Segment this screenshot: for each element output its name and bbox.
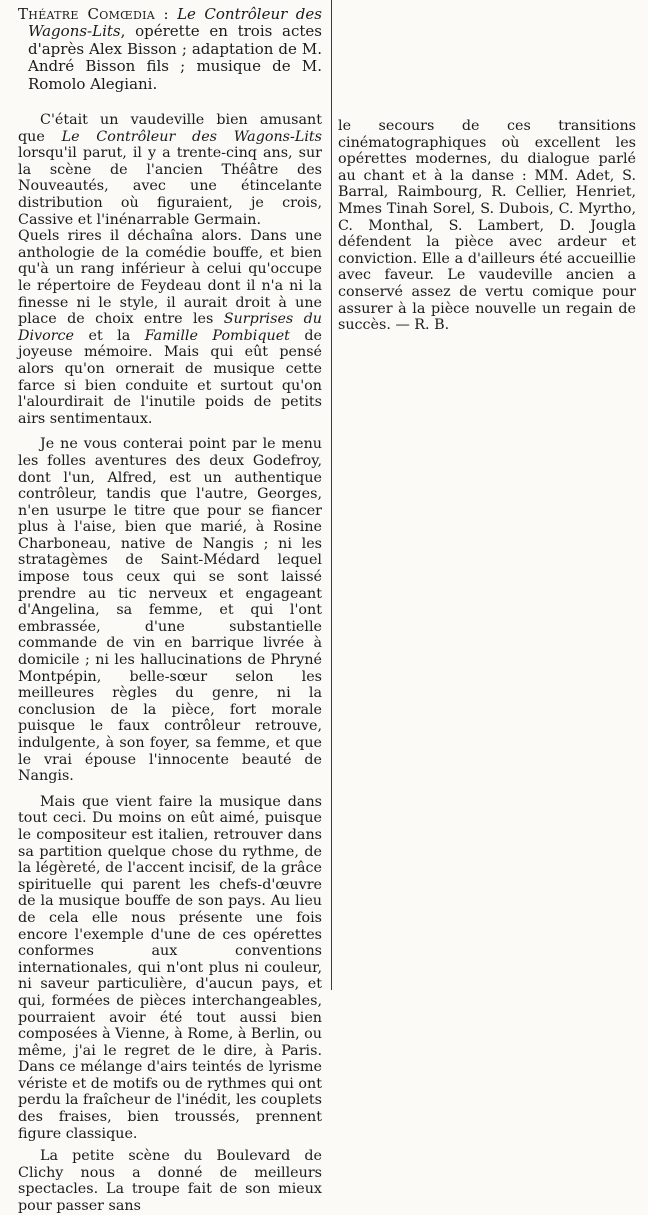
- paragraph-1: C'était un vaudeville bien amusant que Le Contrôleur des Wagons-Lits lorsqu'il parut, il y a trente-cinq ans, sur la scène de l'ancien Théâtre des Nouveautés, avec une étincelante distribution où figuraient, je crois, Cassive et l'inénarrable Germain.: [18, 112, 322, 228]
- column-rule: [331, 0, 332, 990]
- paragraph-3: Je ne vous conterai point par le menu les folles aventures des deux Godefroy, dont l'un, Alfred, est un authentique contrôleur, tandis que l'autre, Georges, n'en usurpe le titre que pour se fiancer plus à l'aise, bien que marié, à Rosine Charboneau, native de Nangis ; ni les stratagèmes de Saint-Médard lequel impose tous ceux qui se sont laissé prendre au tic nerveux et engageant d'Angelina, sa femme, et qui l'ont embrassée, d'une substantielle commande de vin en barrique livrée à domicile ; ni les hallucinations de Phryné Montpépin, belle-sœur selon les meilleures règles du genre, ni la conclusion de la pièce, fort morale puisque le faux contrôleur retrouve, indulgente, à son foyer, sa femme, et que le vrai épouse l'innocente beauté de Nangis.: [18, 436, 322, 785]
- paragraph-4: Mais que vient faire la musique dans tout ceci. Du moins on eût aimé, puisque le compositeur est italien, retrouver dans sa partition quelque chose du rythme, de la légèreté, de l'accent incisif, de la grâce spirituelle qui parent les chefs-d'œuvre de la musique bouffe de son pays. Au lieu de cela elle nous présente une fois encore l'exemple d'une de ces opérettes conformes aux conventions internationales, qui n'ont plus ni couleur, ni saveur particulière, d'aucun pays, et qui, formées de pièces interchangeables, pourraient avoir été tout aussi bien composées à Vienne, à Rome, à Berlin, ou même, j'ai le regret de le dire, à Paris. Dans ce mélange d'airs teintés de lyrisme vériste et de motifs ou de rythmes qui ont perdu la fraîcheur de l'inédit, les couplets des fraises, bien troussés, prennent figure classique.: [18, 793, 322, 1142]
- paragraph-5: La petite scène du Boulevard de Clichy nous a donné de meilleurs spectacles. La troupe fait de son mieux pour passer sans: [18, 1148, 322, 1215]
- header-details: , opérette en trois actes d'après Alex Bisson ; adaptation de M. André Bisson fils ; musique de M. Romolo Alegiani.: [28, 22, 322, 93]
- play-title: Le Contrôleur des Wagons-Lits: [28, 5, 322, 41]
- article-header: Théatre Comœdia : Le Contrôleur des Wagons-Lits, opérette en trois actes d'après Alex Bisson ; adaptation de M. André Bisson fils ; musique de M. Romolo Alegiani.: [18, 5, 322, 93]
- left-column: [18, 0, 322, 1215]
- paragraph-2: Quels rires il déchaîna alors. Dans une anthologie de la comédie bouffe, et bien qu'à un rang inférieur à celui qu'occupe le répertoire de Feydeau dont il n'a ni la finesse ni le style, il aurait droit à une place de choix entre les Surprises du Divorce et la Famille Pombiquet de joyeuse mémoire. Mais qui eût pensé alors qu'on ornerait de musique cette farce si bien conduite et surtout qu'on l'alourdirait de l'inutile poids de petits airs sentimentaux.: [18, 228, 322, 427]
- right-column: [338, 118, 636, 334]
- theatre-name: Théatre Comœdia: [18, 5, 155, 23]
- paragraph-6: le secours de ces transitions cinématographiques où excellent les opérettes modernes, du dialogue parlé au chant et à la danse : MM. Adet, S. Barral, Raimbourg, R. Cellier, Henriet, Mmes Tinah Sorel, S. Dubois, C. Myrtho, C. Monthal, S. Lambert, D. Jougla défendent la pièce avec ardeur et conviction. Elle a d'ailleurs été accueillie avec faveur. Le vaudeville ancien a conservé assez de vertu comique pour assurer à la pièce nouvelle un regain de succès. — R. B.: [338, 118, 636, 334]
